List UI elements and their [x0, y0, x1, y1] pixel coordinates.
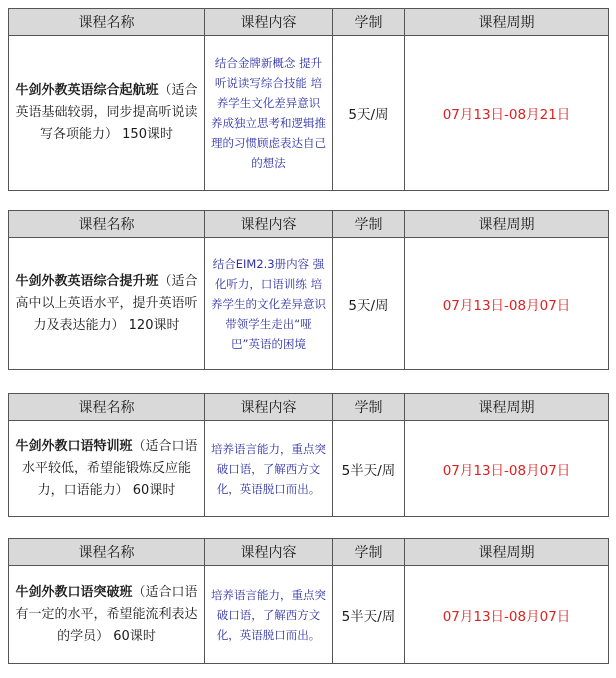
header-duration: 学制 — [333, 211, 405, 238]
table-header-row — [9, 539, 609, 566]
table-row — [9, 36, 609, 191]
course-name-cell — [9, 566, 205, 664]
course-name-cell — [9, 421, 205, 517]
header-period: 课程周期 — [405, 211, 609, 238]
header-period: 课程周期 — [405, 9, 609, 36]
header-period: 课程周期 — [405, 539, 609, 566]
header-course-content: 课程内容 — [205, 9, 333, 36]
course-description: （适合口语水平较低，希望能锻炼反应能力，口语能力） 60课时 — [21, 438, 198, 498]
course-description: （适合口语有一定的水平，希望能流利表达的学员） 60课时 — [15, 584, 198, 644]
course-table-1 — [8, 8, 609, 191]
course-duration-cell: 5半天/周 — [333, 421, 405, 517]
course-description: （适合英语基础较弱，同步提高听说读写各项能力） 150课时 — [15, 83, 198, 142]
course-duration-cell: 5天/周 — [333, 238, 405, 370]
header-duration: 学制 — [333, 9, 405, 36]
header-period: 课程周期 — [405, 394, 609, 421]
table-row — [9, 421, 609, 517]
course-period-cell: 07月13日-08月07日 — [405, 566, 609, 664]
header-course-content: 课程内容 — [205, 211, 333, 238]
header-course-name: 课程名称 — [9, 539, 205, 566]
header-duration: 学制 — [333, 394, 405, 421]
table-header-row — [9, 9, 609, 36]
course-description: （适合高中以上英语水平，提升英语听力及表达能力） 120课时 — [15, 273, 198, 333]
course-title: 牛剑外教英语综合起航班 — [15, 83, 159, 98]
course-duration-cell: 5天/周 — [333, 36, 405, 191]
course-title: 牛剑外教口语特训班 — [15, 438, 133, 454]
course-content-cell: 结合金牌新概念 提升听说读写综合技能 培养学生文化差异意识 养成独立思考和逻辑推理的习惯顾虑表达自己的想法 — [205, 36, 333, 191]
header-duration: 学制 — [333, 539, 405, 566]
table-header-row — [9, 394, 609, 421]
course-duration-cell: 5半天/周 — [333, 566, 405, 664]
header-course-name: 课程名称 — [9, 211, 205, 238]
course-period-cell: 07月13日-08月21日 — [405, 36, 609, 191]
course-title: 牛剑外教口语突破班 — [15, 584, 133, 600]
course-content-cell: 培养语言能力，重点突破口语，了解西方文化，英语脱口而出。 — [205, 566, 333, 664]
course-name-cell — [9, 238, 205, 370]
header-course-name: 课程名称 — [9, 9, 205, 36]
course-period-cell: 07月13日-08月07日 — [405, 238, 609, 370]
table-header-row — [9, 211, 609, 238]
course-content-cell: 培养语言能力，重点突破口语，了解西方文化，英语脱口而出。 — [205, 421, 333, 517]
table-row — [9, 238, 609, 370]
course-name-cell — [9, 36, 205, 191]
course-title: 牛剑外教英语综合提升班 — [15, 273, 159, 289]
course-table-3 — [8, 393, 609, 517]
course-table-2 — [8, 210, 609, 370]
header-course-name: 课程名称 — [9, 394, 205, 421]
course-period-cell: 07月13日-08月07日 — [405, 421, 609, 517]
table-row — [9, 566, 609, 664]
header-course-content: 课程内容 — [205, 394, 333, 421]
course-table-4 — [8, 538, 609, 664]
header-course-content: 课程内容 — [205, 539, 333, 566]
course-content-cell: 结合EIM2.3册内容 强化听力，口语训练 培养学生的文化差异意识 带领学生走出“哑巴”英语的困境 — [205, 238, 333, 370]
